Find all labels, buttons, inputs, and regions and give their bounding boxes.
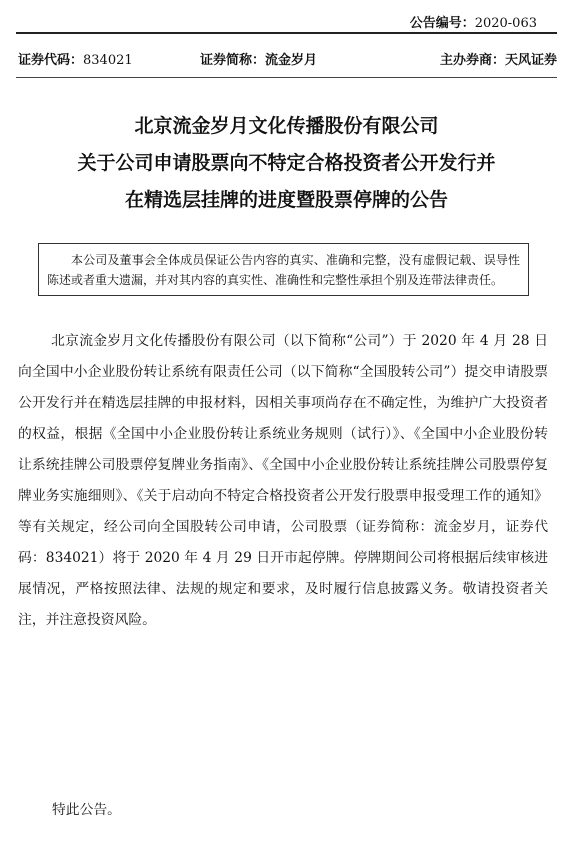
document-title (0, 108, 573, 219)
security-short-name-label: 证券简称： (200, 53, 266, 68)
notice-number-value: 2020-063 (474, 16, 537, 31)
title-line-3: 在精选层挂牌的进度暨股票停牌的公告 (124, 189, 448, 211)
board-declaration-box: 本公司及董事会全体成员保证公告内容的真实、准确和完整，没有虚假记载、误导性陈述或者重大遗漏，并对其内容的真实性、准确性和完整性承担个别及连带法律责任。 (38, 243, 529, 296)
security-short-name-value: 流金岁月 (265, 53, 318, 68)
notice-number (410, 12, 537, 31)
header-rule (16, 32, 557, 34)
announcement-body: 北京流金岁月文化传播股份有限公司（以下简称“公司”）于 2020 年 4 月 28 日向全国中小企业股份转让系统有限责任公司（以下简称“全国股转公司”）提交申请股票公开发行并在精选层挂牌的申报材料，因相关事项尚存在不确定性，为维护广大投资者的权益，根据《全国中小企业股份转让系统业务规则（试行）》、《全国中小企业股份转让系统挂牌公司股票停复牌业务指南》、《全国中小企业股份转让系统挂牌公司股票停复牌业务实施细则》、《关于启动向不特定合格投资者公开发行股票申报受理工作的通知》等有关规定，经公司向全国股转公司申请，公司股票（证券简称：流金岁月，证券代码：834021）将于 2020 年 4 月 29 日开市起停牌。停牌期间公司将根据后续审核进展情况，严格按照法律、法规的规定和要求，及时履行信息披露义务。敬请投资者关注，并注意投资风险。 (18, 333, 548, 628)
security-short-name (200, 49, 317, 68)
title-line-2: 关于公司申请股票向不特定合格投资者公开发行并 (77, 152, 496, 174)
lead-broker-label: 主办券商： (439, 53, 505, 68)
closing-statement: 特此公告。 (52, 802, 121, 818)
meta-rule (16, 77, 557, 78)
security-code-value: 834021 (83, 53, 133, 68)
lead-broker (440, 49, 557, 68)
security-code (18, 49, 133, 68)
lead-broker-value: 天风证券 (504, 53, 557, 68)
security-code-label: 证券代码： (18, 53, 84, 68)
notice-number-label: 公告编号： (409, 16, 475, 31)
title-line-1: 北京流金岁月文化传播股份有限公司 (134, 115, 439, 137)
